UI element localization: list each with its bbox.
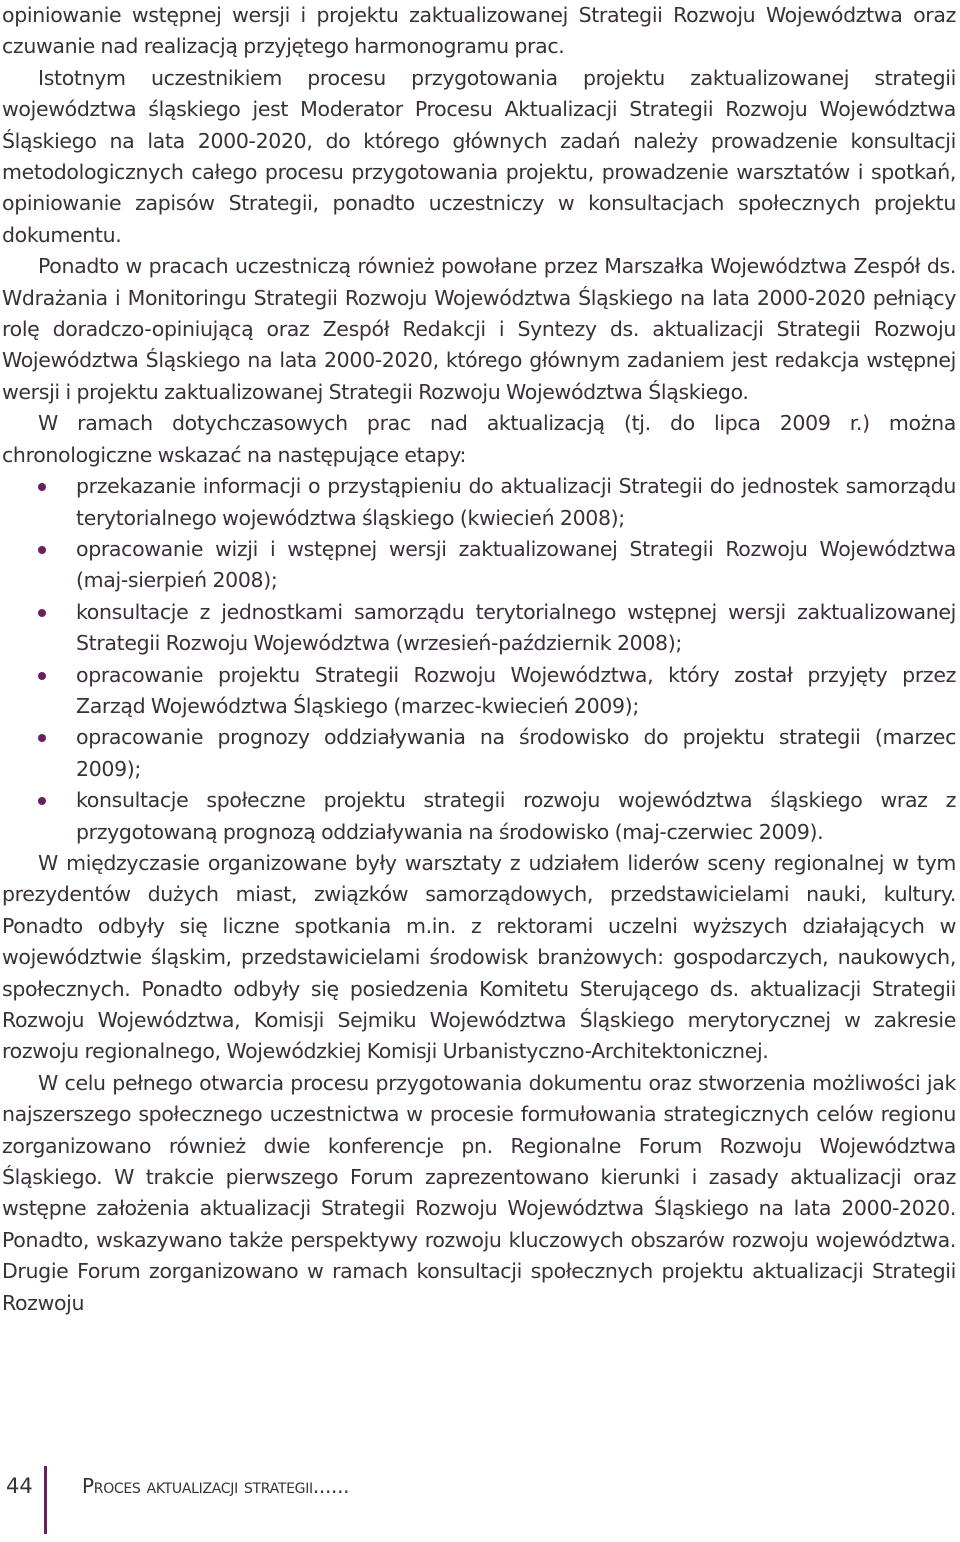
bullet-icon <box>38 672 46 680</box>
list-item <box>2 660 956 723</box>
bullet-icon <box>38 609 46 617</box>
list-item-text: przekazanie informacji o przystąpieniu do aktualizacji Strategii do jednostek samorządu terytorialnego województwa śląskiego (kwiecień 2008); <box>76 474 956 530</box>
list-item <box>2 785 956 848</box>
bullet-icon <box>38 483 46 491</box>
list-item <box>2 597 956 660</box>
paragraph-teams: Ponadto w pracach uczestniczą również powołane przez Marszałka Województwa Zespół ds. Wdrażania i Monitoringu Strategii Rozwoju Województwa Śląskiego na lata 2000-2020 pełniący rolę doradczo-opiniującą oraz Zespół Redakcji i Syntezy ds. aktualizacji Strategii Rozwoju Województwa Śląskiego na lata 2000-2020, którego głównym zadaniem jest redakcja wstępnej wersji i projektu zaktualizowanej Strategii Rozwoju Województwa Śląskiego. <box>2 254 956 404</box>
list-item-text: konsultacje z jednostkami samorządu terytorialnego wstępnej wersji zaktualizowanej Strategii Rozwoju Województwa (wrzesień-październik 2008); <box>76 599 956 656</box>
list-item-text: konsultacje społeczne projektu strategii rozwoju województwa śląskiego wraz z przygotowaną prognozą oddziaływania na środowisko (maj-czerwiec 2009). <box>76 788 956 844</box>
paragraph-stages-intro: W ramach dotychczasowych prac nad aktualizacją (tj. do lipca 2009 r.) można chronologiczne wskazać na następujące etapy: <box>2 411 956 467</box>
stages-list <box>2 471 956 848</box>
paragraph-workshops: W międzyczasie organizowane były warsztaty z udziałem liderów sceny regionalnej w tym prezydentów dużych miast, związków samorządowych, przedstawicielami nauki, kultury. Ponadto odbyły się liczne spotkania m.in. z rektorami uczelni wyższych działających w województwie śląskim, przedstawicielami środowisk branżowych: gospodarczych, naukowych, społecznych. Ponadto odbyły się posiedzenia Komitetu Sterującego ds. aktualizacji Strategii Rozwoju Województwa, Komisji Sejmiku Województwa Śląskiego merytorycznej w zakresie rozwoju regionalnego, Wojewódzkiej Komisji Urbanistyczno-Architektonicznej. <box>2 850 956 1064</box>
page-number: 44 <box>6 1474 33 1498</box>
running-title: Proces aktualizacji strategii...... <box>82 1474 350 1498</box>
bullet-icon <box>38 734 46 742</box>
list-item <box>2 722 956 785</box>
page-footer <box>0 1460 960 1540</box>
bullet-icon <box>38 797 46 805</box>
body-text <box>2 0 956 1319</box>
bullet-icon <box>38 546 46 554</box>
footer-divider <box>44 1466 47 1534</box>
list-item-text: opracowanie wizji i wstępnej wersji zaktualizowanej Strategii Rozwoju Województwa (maj-sierpień 2008); <box>76 536 956 593</box>
list-item-text: opracowanie projektu Strategii Rozwoju Województwa, który został przyjęty przez Zarząd Województwa Śląskiego (marzec-kwiecień 2009); <box>76 662 956 718</box>
list-item <box>2 534 956 597</box>
list-item-text: opracowanie prognozy oddziaływania na środowisko do projektu strategii (marzec 2009); <box>76 725 956 781</box>
paragraph-continuation: opiniowanie wstępnej wersji i projektu zaktualizowanej Strategii Rozwoju Województwa oraz czuwanie nad realizacją przyjętego harmonogramu prac. <box>2 3 956 59</box>
paragraph-forum: W celu pełnego otwarcia procesu przygotowania dokumentu oraz stworzenia możliwości jak najszerszego społecznego uczestnictwa w procesie formułowania strategicznych celów regionu zorganizowano również dwie konferencje pn. Regionalne Forum Rozwoju Województwa Śląskiego. W trakcie pierwszego Forum zaprezentowano kierunki i zasady aktualizacji oraz wstępne założenia aktualizacji Strategii Rozwoju Województwa Śląskiego na lata 2000-2020. Ponadto, wskazywano także perspektywy rozwoju kluczowych obszarów rozwoju województwa. Drugie Forum zorganizowano w ramach konsultacji społecznych projektu aktualizacji Strategii Rozwoju <box>2 1070 956 1315</box>
paragraph-moderator: Istotnym uczestnikiem procesu przygotowania projektu zaktualizowanej strategii województwa śląskiego jest Moderator Procesu Aktualizacji Strategii Rozwoju Województwa Śląskiego na lata 2000-2020, do którego głównych zadań należy prowadzenie konsultacji metodologicznych całego procesu przygotowania projektu, prowadzenie warsztatów i spotkań, opiniowanie zapisów Strategii, ponadto uczestniczy w konsultacjach społecznych projektu dokumentu. <box>2 65 956 247</box>
list-item <box>2 471 956 534</box>
